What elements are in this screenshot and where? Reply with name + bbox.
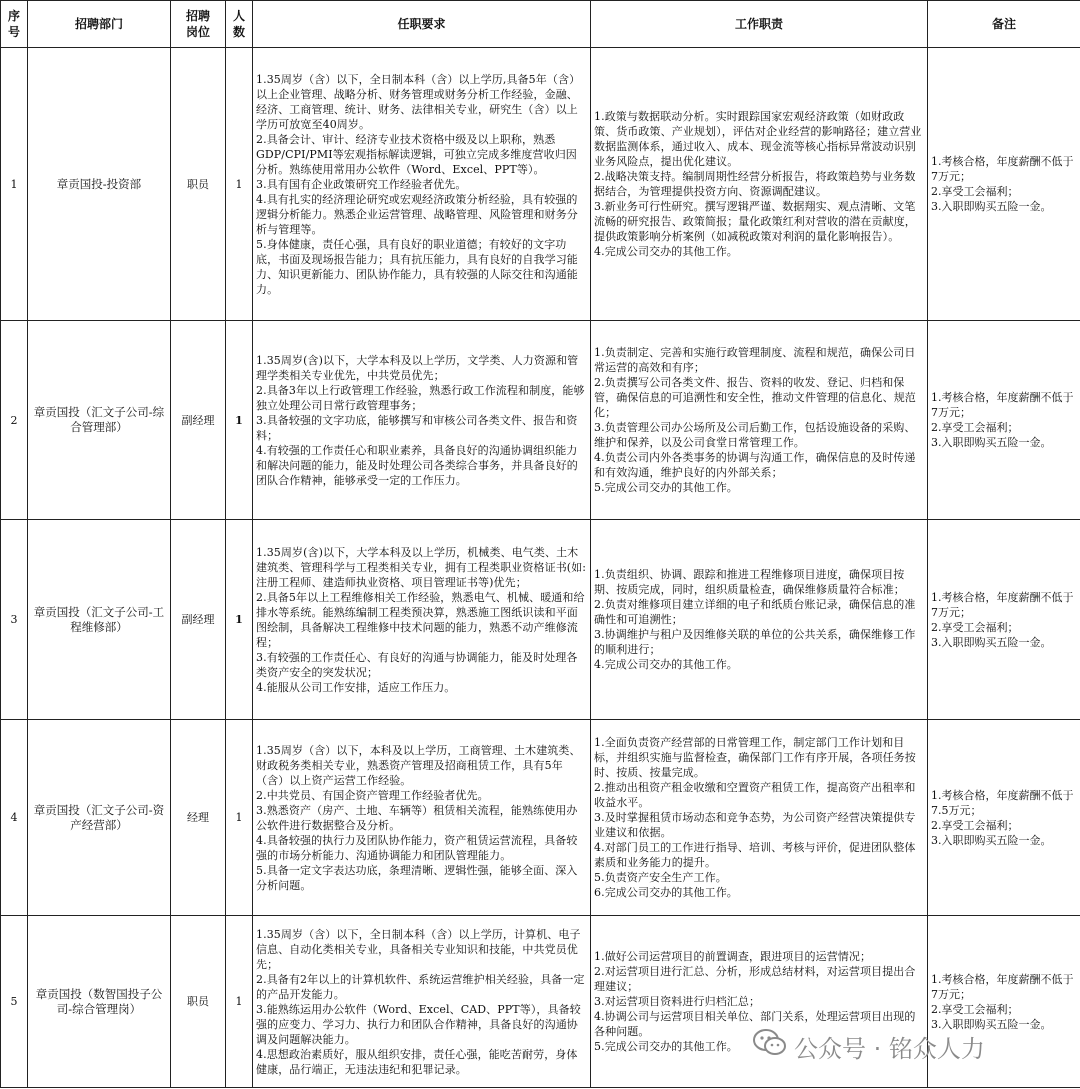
note-item: 1.考核合格，年度薪酬不低于7.5万元； xyxy=(931,788,1074,817)
header-position: 招聘岗位 xyxy=(171,1,226,48)
cell-count: 1 xyxy=(226,916,253,1088)
requirement-item: 5.身体健康，责任心强，具有良好的职业道德；有较好的文字功底，书面及现场报告能力；具有抗压能力，具有良好的自我学习能力、知识更新能力、团队协作能力，具有较强的人际交往和沟通能力。 xyxy=(256,237,578,296)
wechat-watermark xyxy=(752,1031,985,1061)
duty-item: 1.负责组织、协调、跟踪和推进工程维修项目进度，确保项目按期、按质完成，同时，组织质量检查，确保维修质量符合标准； xyxy=(594,568,905,596)
requirement-item: 1.35周岁（含）以下，全日制本科（含）以上学历,具备5年（含）以上企业管理、战略分析、财务管理或财务分析工作经验，金融、经济、工商管理、统计、财务、法律相关专业，研究生（含）以上学历可放宽至40周岁。 xyxy=(256,72,581,131)
requirement-item: 3.能熟练运用办公软件（Word、Excel、CAD、PPT等），具备较强的应变力、学习力、执行力和团队合作精神，具备良好的沟通协调及问题解决能力。 xyxy=(256,1002,581,1046)
cell-position: 副经理 xyxy=(171,520,226,720)
cell-count: 1 xyxy=(226,720,253,916)
cell-requirements xyxy=(253,520,591,720)
note-item: 2.享受工会福利； xyxy=(931,185,1019,198)
cell-dept: 章贡国投（汇文子公司-综合管理部） xyxy=(28,321,171,520)
cell-position: 副经理 xyxy=(171,321,226,520)
header-no: 序号 xyxy=(1,1,28,48)
cell-duties xyxy=(591,48,928,321)
header-duties: 工作职责 xyxy=(591,1,928,48)
header-dept: 招聘部门 xyxy=(28,1,171,48)
header-row xyxy=(1,1,1080,48)
duty-item: 4.对部门员工的工作进行指导、培训、考核与评价，促进团队整体素质和业务能力的提升。 xyxy=(594,841,916,869)
cell-position: 经理 xyxy=(171,720,226,916)
cell-count: 1 xyxy=(226,321,253,520)
requirement-item: 2.具备有2年以上的计算机软件、系统运营维护相关经验，具备一定的产品开发能力。 xyxy=(256,972,585,1001)
duty-item: 4.完成公司交办的其他工作。 xyxy=(594,245,738,258)
note-item: 2.享受工会福利； xyxy=(931,1002,1019,1016)
requirement-item: 1.35周岁（含）以下，全日制本科（含）以上学历，计算机、电子信息、自动化类相关专业，具备相关专业知识和技能，中共党员优先； xyxy=(256,927,581,971)
note-item: 3.入职即购买五险一金。 xyxy=(931,200,1052,213)
duty-item: 2.对运营项目进行汇总、分析，形成总结材料，对运营项目提出合理建议； xyxy=(594,965,916,993)
duty-item: 2.推动出租资产租金收缴和空置资产租赁工作，提高资产出租率和收益水平。 xyxy=(594,781,916,809)
duty-item: 4.协调公司与运营项目相关单位、部门关系，处理运营项目出现的各种问题。 xyxy=(594,1010,916,1038)
cell-position: 职员 xyxy=(171,916,226,1088)
duty-item: 4.完成公司交办的其他工作。 xyxy=(594,658,738,671)
cell-no: 1 xyxy=(1,48,28,321)
cell-count: 1 xyxy=(226,520,253,720)
cell-no: 3 xyxy=(1,520,28,720)
note-item: 2.享受工会福利； xyxy=(931,818,1019,832)
header-requirements: 任职要求 xyxy=(253,1,591,48)
requirement-item: 4.具有扎实的经济理论研究或宏观经济政策分析经验，具有较强的逻辑分析能力。熟悉企业运营管理、战略管理、风险管理和财务分析与管理等。 xyxy=(256,192,578,236)
requirement-item: 2.具备5年以上工程维修相关工作经验，熟悉电气、机械、暖通和给排水等系统。能熟练编制工程类预决算，熟悉施工图纸识读和平面图绘制，具备解决工程维修中技术问题的能力，熟悉不动产维修流程； xyxy=(256,590,585,649)
note-item: 3.入职即购买五险一金。 xyxy=(931,833,1052,847)
duty-item: 3.对运营项目资料进行归档汇总； xyxy=(594,995,761,1008)
note-item: 3.入职即购买五险一金。 xyxy=(931,635,1052,649)
cell-dept: 章贡国投-投资部 xyxy=(28,48,171,321)
cell-notes xyxy=(928,720,1080,916)
duty-item: 1.全面负责资产经营部的日常管理工作，制定部门工作计划和目标，并组织实施与监督检查，确保部门工作有序开展，各项任务按时、按质、按量完成。 xyxy=(594,736,916,779)
note-item: 1.考核合格，年度薪酬不低于7万元； xyxy=(931,155,1074,183)
requirement-item: 4.能服从公司工作安排，适应工作压力。 xyxy=(256,680,456,694)
watermark-text: 公众号 · 铭众人力 xyxy=(794,1034,985,1063)
duty-item: 5.完成公司交办的其他工作。 xyxy=(594,481,738,494)
note-item: 1.考核合格，年度薪酬不低于7万元； xyxy=(931,391,1074,419)
header-notes: 备注 xyxy=(928,1,1080,48)
requirement-item: 2.中共党员、有国企资产管理工作经验者优先。 xyxy=(256,788,489,802)
cell-requirements xyxy=(253,321,591,520)
cell-requirements xyxy=(253,916,591,1088)
duty-item: 2.战略决策支持。编制周期性经营分析报告，将政策趋势与业务数据结合，为管理提供投资方向、资源调配建议。 xyxy=(594,170,916,198)
cell-notes xyxy=(928,520,1080,720)
requirement-item: 1.35周岁(含)以下，大学本科及以上学历，机械类、电气类、土木建筑类、管理科学与工程类相关专业，拥有工程类职业资格证书(如:注册工程师、建造师执业资格、项目管理证书等)优先； xyxy=(256,545,587,589)
duty-item: 3.新业务可行性研究。撰写逻辑严谨、数据翔实、观点清晰、文笔流畅的研究报告、政策简报；量化政策红利对营收的潜在贡献度，提供政策影响分析案例（如减税政策对利润的量化影响报告）。 xyxy=(594,200,916,243)
note-item: 1.考核合格，年度薪酬不低于7万元； xyxy=(931,972,1074,1001)
duty-item: 6.完成公司交办的其他工作。 xyxy=(594,886,738,899)
note-item: 3.入职即购买五险一金。 xyxy=(931,436,1052,449)
duty-item: 1.负责制定、完善和实施行政管理制度、流程和规范，确保公司日常运营的高效和有序； xyxy=(594,346,916,374)
requirement-item: 5.具备一定文字表达功底，条理清晰、逻辑性强，能够全面、深入分析问题。 xyxy=(256,863,578,892)
requirement-item: 3.具备较强的文字功底，能够撰写和审核公司各类文件、报告和资料； xyxy=(256,413,578,442)
duty-item: 5.完成公司交办的其他工作。 xyxy=(594,1040,738,1053)
requirement-item: 4.具备较强的执行力及团队协作能力，资产租赁运营流程，具备较强的市场分析能力、沟通协调能力和团队管理能力。 xyxy=(256,833,578,862)
cell-duties xyxy=(591,520,928,720)
duty-item: 3.协调维护与租户及因维修关联的单位的公共关系，确保维修工作的顺利进行； xyxy=(594,628,916,656)
note-item: 3.入职即购买五险一金。 xyxy=(931,1017,1052,1031)
requirement-item: 1.35周岁（含）以下，本科及以上学历，工商管理、土木建筑类、财政税务类相关专业，熟悉资产管理及招商租赁工作，具有5年（含）以上资产运营工作经验。 xyxy=(256,743,581,787)
cell-requirements xyxy=(253,48,591,321)
cell-count: 1 xyxy=(226,48,253,321)
table-row xyxy=(1,720,1080,916)
cell-requirements xyxy=(253,720,591,916)
requirement-item: 2.具备3年以上行政管理工作经验，熟悉行政工作流程和制度，能够独立处理公司日常行政管理事务； xyxy=(256,383,585,412)
note-item: 2.享受工会福利； xyxy=(931,421,1019,434)
cell-dept: 章贡国投（汇文子公司-资产经营部） xyxy=(28,720,171,916)
duty-item: 4.负责公司内外各类事务的协调与沟通工作，确保信息的及时传递和有效沟通，维护良好的内外部关系； xyxy=(594,451,916,479)
requirement-item: 4.有较强的工作责任心和职业素养，具备良好的沟通协调组织能力和解决问题的能力，能及时处理公司各类综合事务，并具备良好的团队合作精神，能够承受一定的工作压力。 xyxy=(256,443,578,487)
cell-no: 2 xyxy=(1,321,28,520)
wechat-icon xyxy=(752,1028,788,1064)
requirement-item: 4.思想政治素质好，服从组织安排，责任心强，能吃苦耐劳，身体健康，品行端正，无违法违纪和犯罪记录。 xyxy=(256,1047,578,1076)
duty-item: 5.负责资产安全生产工作。 xyxy=(594,871,727,884)
cell-no: 5 xyxy=(1,916,28,1088)
cell-dept: 章贡国投（数智国投子公司-综合管理岗） xyxy=(28,916,171,1088)
requirement-item: 2.具备会计、审计、经济专业技术资格中级及以上职称，熟悉GDP/CPI/PMI等宏观指标解读逻辑，可独立完成多维度营收归因分析。熟练使用常用办公软件（Word、Excel、PPT等）。 xyxy=(256,132,577,176)
cell-no: 4 xyxy=(1,720,28,916)
requirement-item: 3.有较强的工作责任心、有良好的沟通与协调能力，能及时处理各类资产安全的突发状况； xyxy=(256,650,578,679)
cell-notes xyxy=(928,48,1080,321)
duty-item: 2.负责对维修项目建立详细的电子和纸质台账记录，确保信息的准确性和可追溯性； xyxy=(594,598,916,626)
cell-position: 职员 xyxy=(171,48,226,321)
duty-item: 1.做好公司运营项目的前置调查，跟进项目的运营情况； xyxy=(594,950,872,963)
table-row xyxy=(1,48,1080,321)
requirement-item: 3.具有国有企业政策研究工作经验者优先。 xyxy=(256,177,467,191)
cell-duties xyxy=(591,720,928,916)
requirement-item: 1.35周岁(含)以下，大学本科及以上学历，文学类、人力资源和管理学类相关专业优先，中共党员优先； xyxy=(256,353,579,382)
duty-item: 3.负责管理公司办公场所及公司后勤工作，包括设施设备的采购、维护和保养，以及公司食堂日常管理工作。 xyxy=(594,421,916,449)
note-item: 1.考核合格，年度薪酬不低于7万元； xyxy=(931,590,1074,619)
duty-item: 2.负责撰写公司各类文件、报告、资料的收发、登记、归档和保管，确保信息的可追溯性和安全性，推动文件管理的信息化、规范化； xyxy=(594,376,916,419)
duty-item: 3.及时掌握租赁市场动态和竞争态势，为公司资产经营决策提供专业建议和依据。 xyxy=(594,811,916,839)
note-item: 2.享受工会福利； xyxy=(931,620,1019,634)
cell-notes xyxy=(928,321,1080,520)
table-row xyxy=(1,520,1080,720)
table-row xyxy=(1,321,1080,520)
cell-duties xyxy=(591,321,928,520)
duty-item: 1.政策与数据联动分析。实时跟踪国家宏观经济政策（如财政政策、货币政策、产业规划），评估对企业经营的影响路径；建立营业数据监测体系，通过收入、成本、现金流等核心指标异常波动识别业务风险点，提出优化建议。 xyxy=(594,110,922,168)
cell-dept: 章贡国投（汇文子公司-工程维修部） xyxy=(28,520,171,720)
requirement-item: 3.熟悉资产（房产、土地、车辆等）租赁相关流程，能熟练使用办公软件进行数据整合及分析。 xyxy=(256,803,578,832)
header-count: 人数 xyxy=(226,1,253,48)
